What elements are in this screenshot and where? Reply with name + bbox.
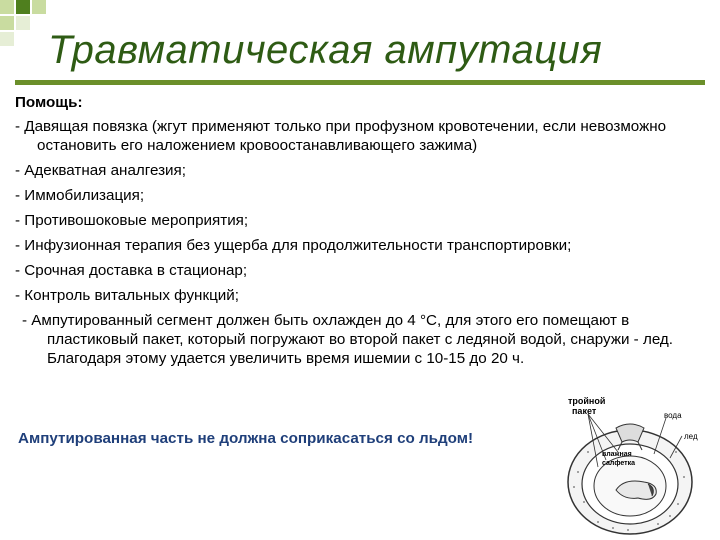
label-wet-wipe-2: салфетка — [602, 460, 635, 467]
label-triple-bag-2: пакет — [572, 406, 597, 416]
slide-title: Травматическая ампутация — [48, 28, 603, 72]
label-wet-wipe: влажная — [602, 451, 632, 458]
list-item: - Контроль витальных функций; — [15, 287, 239, 304]
list-item: - Противошоковые мероприятия; — [15, 212, 249, 229]
label-water: вода — [664, 411, 682, 420]
list-item: - Ампутированный сегмент должен быть охлажден до 4 °С, для этого его помещают в пластиковый пакет, который погружают во второй пакет с ледяной водой, снаружи - лед. Благодаря этому удается увеличить время ишемии с 10-15 до 20 ч. — [22, 312, 674, 367]
slide-body — [15, 93, 685, 374]
deco-square — [0, 32, 14, 46]
deco-square — [0, 16, 14, 30]
deco-square — [16, 0, 30, 14]
label-triple-bag: тройной — [568, 396, 606, 406]
list-item: - Адекватная аналгезия; — [15, 162, 186, 179]
list-item: - Давящая повязка (жгут применяют только при профузном кровотечении, если невозможно остановить его наложением кровоостанавливающего зажима) — [15, 118, 667, 154]
list-item: - Инфузионная терапия без ущерба для продолжительности транспортировки; — [15, 237, 572, 254]
deco-square — [32, 0, 46, 14]
deco-square — [0, 0, 14, 14]
label-ice: лед — [684, 432, 698, 441]
deco-square — [16, 16, 30, 30]
warning-text: Ампутированная часть не должна соприкасаться со льдом! — [18, 430, 474, 447]
list-item: - Иммобилизация; — [15, 187, 145, 204]
section-heading: Помощь: — [15, 94, 83, 111]
list-item: - Срочная доставка в стационар; — [15, 262, 248, 279]
title-underline — [15, 80, 705, 85]
triple-bag-illustration — [558, 392, 720, 538]
